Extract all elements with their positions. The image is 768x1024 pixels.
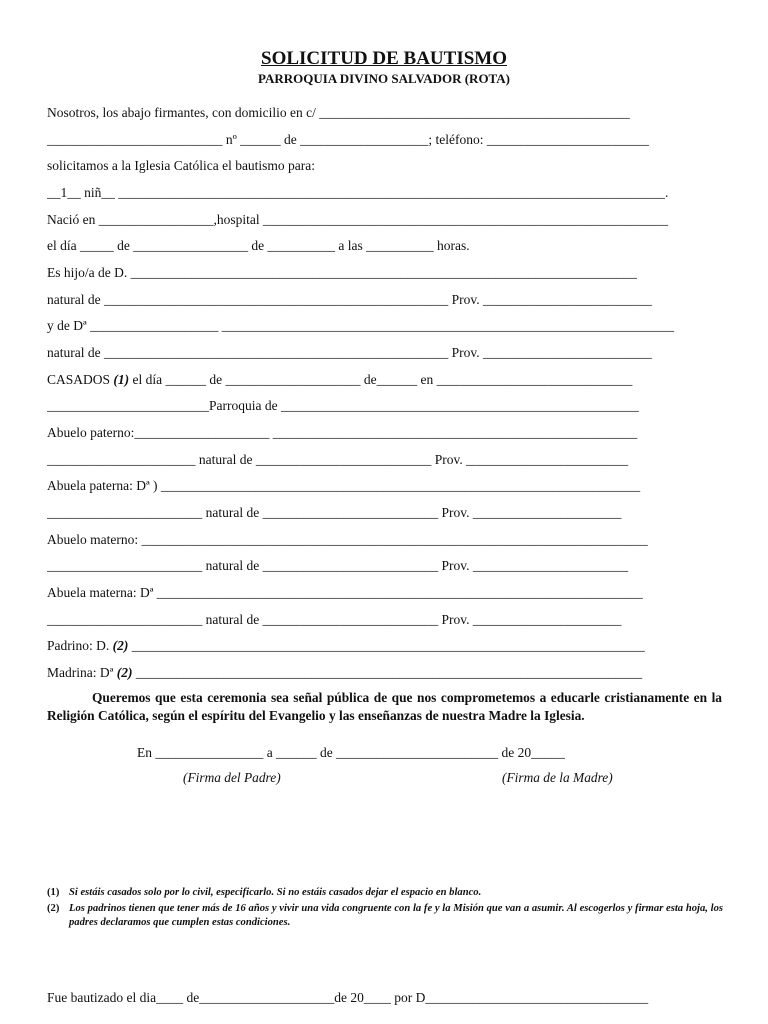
form-line-parish[interactable]: ________________________Parroquia de _____________________________________________________ [47, 398, 639, 413]
form-title: SOLICITUD DE BAUTISMO [261, 48, 507, 69]
commitment-paragraph: Queremos que esta ceremonia sea señal pública de que nos comprometemos a educarle cristianamente en la Religión Católica, según el espíritu del Evangelio y las enseñanzas de nuestra Madre la Iglesia. [47, 690, 722, 723]
form-line-maternal-grandfather-origin[interactable]: _______________________ natural de __________________________ Prov. _______________________ [47, 558, 629, 573]
form-line-married[interactable]: CASADOS (1) el día ______ de ____________________ de______ en _____________________________ [47, 372, 633, 387]
footnote-1-text: Si estáis casados solo por lo civil, especificarlo. Si no estáis casados dejar el espacio en blanco. [69, 887, 482, 898]
footnote-reference: (2) [112, 638, 129, 653]
form-line-godfather[interactable]: Padrino: D. (2) ____________________________________________________________________________ [47, 638, 645, 653]
form-line-number-phone[interactable]: __________________________ nº ______ de ___________________; teléfono: ________________________ [47, 132, 649, 147]
father-signature-label: (Firma del Padre) [183, 770, 281, 785]
form-line-child[interactable]: __1__ niñ__ _________________________________________________________________________________. [47, 185, 669, 200]
form-line-paternal-grandmother-origin[interactable]: _______________________ natural de __________________________ Prov. ______________________ [47, 505, 622, 520]
form-line-birthdate[interactable]: el día _____ de _________________ de __________ a las __________ horas. [47, 238, 470, 253]
form-line-mother[interactable]: y de Dª ___________________ ___________________________________________________________________ [47, 318, 674, 333]
form-line-address[interactable]: Nosotros, los abajo firmantes, con domicilio en c/ ______________________________________________ [47, 105, 630, 120]
footnote-1 [47, 886, 723, 900]
footnote-1-number: (1) [47, 887, 60, 898]
form-line-birthplace[interactable]: Nació en _________________,hospital ____________________________________________________________ [47, 212, 668, 227]
form-line-maternal-grandfather[interactable]: Abuelo materno: ___________________________________________________________________________ [47, 532, 648, 547]
mother-signature-label: (Firma de la Madre) [502, 770, 613, 785]
form-line-maternal-grandmother-origin[interactable]: _______________________ natural de __________________________ Prov. ______________________ [47, 612, 622, 627]
footnote-2-text: Los padrinos tienen que tener más de 16 años y vivir una vida congruente con la fe y la Misión que van a asumir. Al escogerlos y firmar esta hoja, los padres declaramos que cumplen estas condiciones. [69, 903, 723, 928]
place-date-line[interactable]: En ________________ a ______ de ________________________ de 20_____ [137, 745, 565, 760]
form-line-paternal-grandmother[interactable]: Abuela paterna: Dª ) _______________________________________________________________________ [47, 478, 641, 493]
form-line-paternal-grandfather[interactable]: Abuelo paterno:____________________ ______________________________________________________ [47, 425, 638, 440]
form-line-request: solicitamos a la Iglesia Católica el bautismo para: [47, 158, 316, 173]
form-line-father[interactable]: Es hijo/a de D. ___________________________________________________________________________ [47, 265, 637, 280]
footnote-reference: (1) [113, 372, 130, 387]
footnote-reference: (2) [116, 665, 133, 680]
form-line-paternal-grandfather-origin[interactable]: ______________________ natural de __________________________ Prov. ________________________ [47, 452, 629, 467]
footnote-2-number: (2) [47, 903, 60, 914]
form-line-mother-origin[interactable]: natural de ___________________________________________________ Prov. _________________________ [47, 345, 652, 360]
form-line-maternal-grandmother[interactable]: Abuela materna: Dª ________________________________________________________________________ [47, 585, 643, 600]
baptism-record-line[interactable]: Fue bautizado el dia____ de____________________de 20____ por D_________________________________ [47, 990, 649, 1005]
parish-subtitle: PARROQUIA DIVINO SALVADOR (ROTA) [258, 71, 510, 86]
footnote-2 [47, 902, 723, 930]
form-line-father-origin[interactable]: natural de ___________________________________________________ Prov. _________________________ [47, 292, 652, 307]
form-line-godmother[interactable]: Madrina: Dª (2) ___________________________________________________________________________ [47, 665, 643, 680]
